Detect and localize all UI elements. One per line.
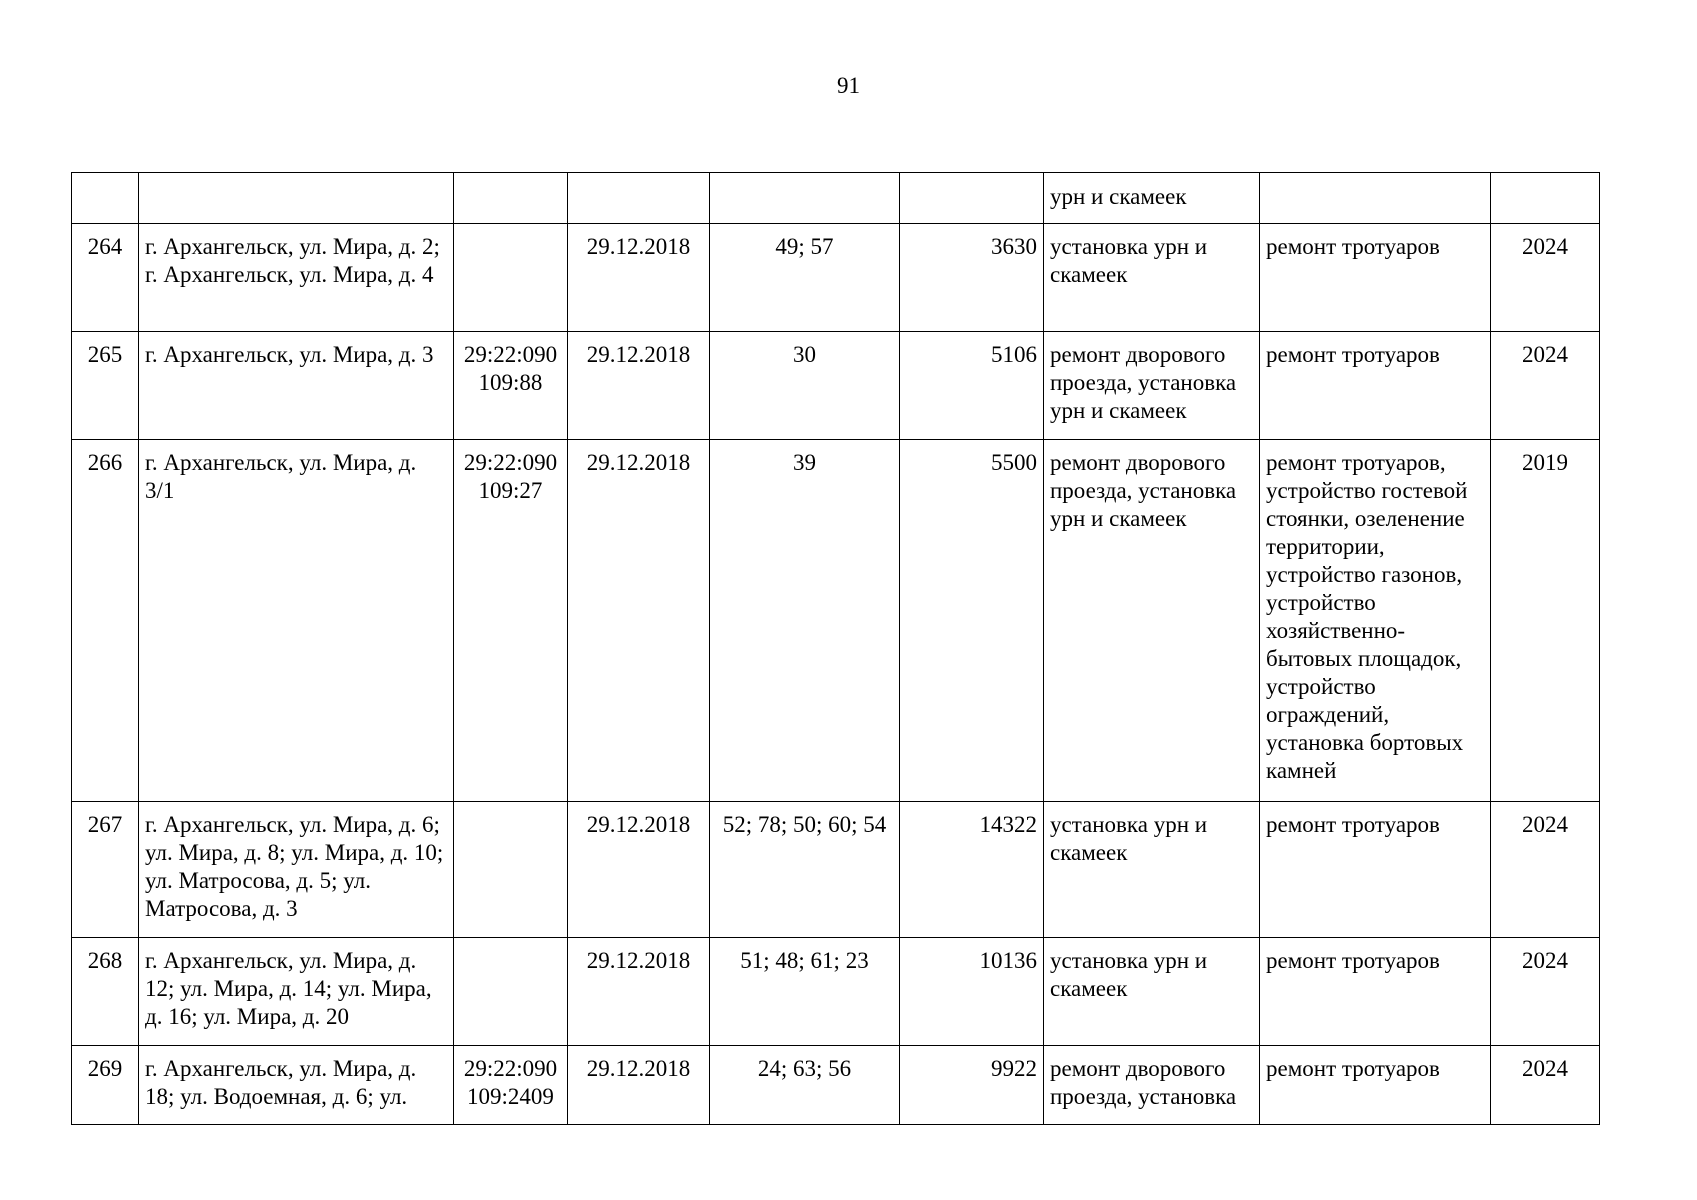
additional-works-cell: ремонт тротуаров bbox=[1260, 224, 1491, 332]
additional-works-cell: ремонт тротуаров, устройство гостевой стоянки, озеленение территории, устройство газонов, устройство хозяйственно-бытовых площадок, устройство ограждений, установка бортовых камней bbox=[1260, 440, 1491, 802]
address-cell: г. Архангельск, ул. Мира, д. 12; ул. Мира, д. 14; ул. Мира, д. 16; ул. Мира, д. 20 bbox=[139, 938, 454, 1046]
table-row bbox=[72, 224, 1600, 332]
additional-works-cell: ремонт тротуаров bbox=[1260, 1046, 1491, 1125]
row-number: 264 bbox=[72, 224, 139, 332]
year-cell: 2024 bbox=[1491, 1046, 1600, 1125]
area-cell: 5500 bbox=[900, 440, 1044, 802]
area-cell bbox=[900, 173, 1044, 224]
area-cell: 9922 bbox=[900, 1046, 1044, 1125]
address-cell: г. Архангельск, ул. Мира, д. 2; г. Архангельск, ул. Мира, д. 4 bbox=[139, 224, 454, 332]
table-row bbox=[72, 173, 1600, 224]
page-number: 91 bbox=[837, 73, 860, 98]
plots-cell: 51; 48; 61; 23 bbox=[710, 938, 900, 1046]
area-cell: 14322 bbox=[900, 802, 1044, 938]
table-row bbox=[72, 802, 1600, 938]
area-cell: 3630 bbox=[900, 224, 1044, 332]
cadastral-number-cell bbox=[454, 938, 568, 1046]
table-row bbox=[72, 440, 1600, 802]
main-works-cell: урн и скамеек bbox=[1044, 173, 1260, 224]
year-cell: 2024 bbox=[1491, 224, 1600, 332]
date-cell bbox=[568, 173, 710, 224]
year-cell bbox=[1491, 173, 1600, 224]
year-cell: 2019 bbox=[1491, 440, 1600, 802]
plots-cell: 39 bbox=[710, 440, 900, 802]
address-cell: г. Архангельск, ул. Мира, д. 3 bbox=[139, 332, 454, 440]
main-works-cell: установка урн и скамеек bbox=[1044, 938, 1260, 1046]
year-cell: 2024 bbox=[1491, 938, 1600, 1046]
area-cell: 10136 bbox=[900, 938, 1044, 1046]
plots-cell bbox=[710, 173, 900, 224]
table-row bbox=[72, 1046, 1600, 1125]
address-cell bbox=[139, 173, 454, 224]
row-number: 266 bbox=[72, 440, 139, 802]
address-cell: г. Архангельск, ул. Мира, д. 3/1 bbox=[139, 440, 454, 802]
plots-cell: 30 bbox=[710, 332, 900, 440]
additional-works-cell: ремонт тротуаров bbox=[1260, 802, 1491, 938]
additional-works-cell: ремонт тротуаров bbox=[1260, 332, 1491, 440]
table-body bbox=[72, 173, 1600, 1125]
cadastral-number-cell: 29:22:090109:88 bbox=[454, 332, 568, 440]
row-number: 265 bbox=[72, 332, 139, 440]
address-cell: г. Архангельск, ул. Мира, д. 18; ул. Водоемная, д. 6; ул. bbox=[139, 1046, 454, 1125]
cadastral-number-cell bbox=[454, 224, 568, 332]
additional-works-cell: ремонт тротуаров bbox=[1260, 938, 1491, 1046]
table-row bbox=[72, 332, 1600, 440]
year-cell: 2024 bbox=[1491, 802, 1600, 938]
additional-works-cell bbox=[1260, 173, 1491, 224]
main-works-cell: установка урн и скамеек bbox=[1044, 802, 1260, 938]
cadastral-number-cell bbox=[454, 802, 568, 938]
row-number bbox=[72, 173, 139, 224]
date-cell: 29.12.2018 bbox=[568, 440, 710, 802]
area-cell: 5106 bbox=[900, 332, 1044, 440]
main-works-cell: ремонт дворового проезда, установка урн и скамеек bbox=[1044, 332, 1260, 440]
cadastral-number-cell: 29:22:090109:2409 bbox=[454, 1046, 568, 1125]
table-row bbox=[72, 938, 1600, 1046]
year-cell: 2024 bbox=[1491, 332, 1600, 440]
row-number: 267 bbox=[72, 802, 139, 938]
cadastral-number-cell: 29:22:090109:27 bbox=[454, 440, 568, 802]
row-number: 268 bbox=[72, 938, 139, 1046]
main-works-cell: ремонт дворового проезда, установка урн и скамеек bbox=[1044, 440, 1260, 802]
date-cell: 29.12.2018 bbox=[568, 332, 710, 440]
cadastral-number-cell bbox=[454, 173, 568, 224]
row-number: 269 bbox=[72, 1046, 139, 1125]
main-works-cell: ремонт дворового проезда, установка bbox=[1044, 1046, 1260, 1125]
date-cell: 29.12.2018 bbox=[568, 938, 710, 1046]
main-works-cell: установка урн и скамеек bbox=[1044, 224, 1260, 332]
improvement-registry-table bbox=[71, 172, 1600, 1125]
date-cell: 29.12.2018 bbox=[568, 1046, 710, 1125]
plots-cell: 24; 63; 56 bbox=[710, 1046, 900, 1125]
plots-cell: 49; 57 bbox=[710, 224, 900, 332]
date-cell: 29.12.2018 bbox=[568, 224, 710, 332]
address-cell: г. Архангельск, ул. Мира, д. 6; ул. Мира, д. 8; ул. Мира, д. 10; ул. Матросова, д. 5; ул. Матросова, д. 3 bbox=[139, 802, 454, 938]
plots-cell: 52; 78; 50; 60; 54 bbox=[710, 802, 900, 938]
date-cell: 29.12.2018 bbox=[568, 802, 710, 938]
